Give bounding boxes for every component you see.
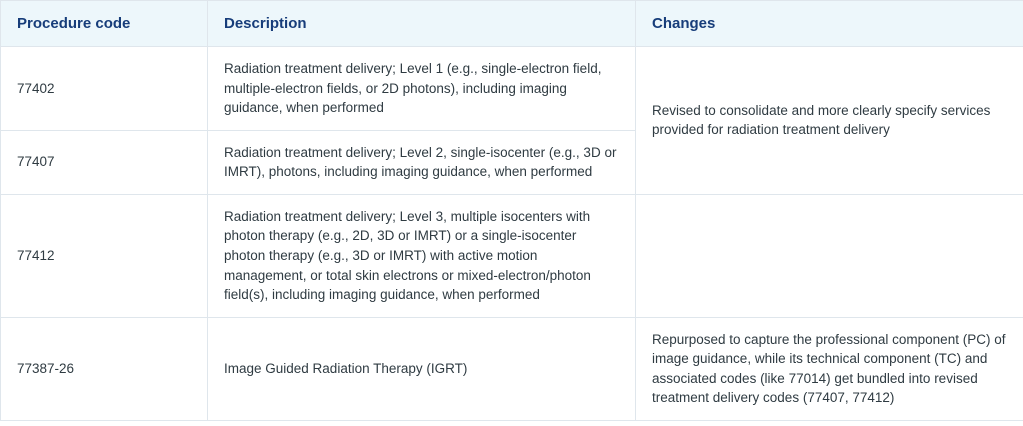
description-text: Radiation treatment delivery; Level 3, multiple isocenters with photon therapy (e.g., 2D, 3D or IMRT) or a single-isocenter photon therapy (e.g., 3D or IMRT) with active motion management, or total skin electrons or mixed-electron/photon field(s), including imaging guidance, when performed	[224, 208, 591, 303]
description-text: Radiation treatment delivery; Level 1 (e.g., single-electron field, multiple-electron fields, or 2D photons), including imaging guidance, when performed	[224, 61, 602, 116]
description-text: Image Guided Radiation Therapy (IGRT)	[224, 360, 468, 376]
column-header-description: Description	[208, 1, 636, 47]
cell-procedure-code	[1, 194, 208, 317]
column-header-changes: Changes	[636, 1, 1023, 47]
column-header-procedure-code: Procedure code	[1, 1, 208, 47]
changes-text: Revised to consolidate and more clearly specify services provided for radiation treatment delivery	[652, 102, 991, 138]
table-body	[1, 47, 1023, 421]
table-row	[1, 194, 1023, 317]
table-header	[1, 1, 1023, 47]
table-row	[1, 317, 1023, 420]
changes-text: Repurposed to capture the professional component (PC) of image guidance, while its technical component (TC) and associated codes (like 77014) get bundled into revised treatment delivery codes (77407, 77412)	[652, 331, 1006, 406]
cell-description	[208, 317, 636, 420]
cell-procedure-code	[1, 47, 208, 131]
table-row	[1, 47, 1023, 131]
cell-description	[208, 130, 636, 194]
procedure-code-text: 77387-26	[17, 360, 75, 376]
procedure-code-text: 77402	[17, 80, 55, 96]
description-text: Radiation treatment delivery; Level 2, single-isocenter (e.g., 3D or IMRT), photons, including imaging guidance, when performed	[224, 144, 617, 180]
procedure-code-text: 77407	[17, 154, 55, 170]
cell-changes	[636, 194, 1023, 317]
cell-procedure-code	[1, 130, 208, 194]
procedure-code-text: 77412	[17, 247, 55, 263]
cell-changes	[636, 317, 1023, 420]
cell-description	[208, 47, 636, 131]
cell-changes	[636, 47, 1023, 195]
cell-description	[208, 194, 636, 317]
cell-procedure-code	[1, 317, 208, 420]
table-header-row	[1, 1, 1023, 47]
